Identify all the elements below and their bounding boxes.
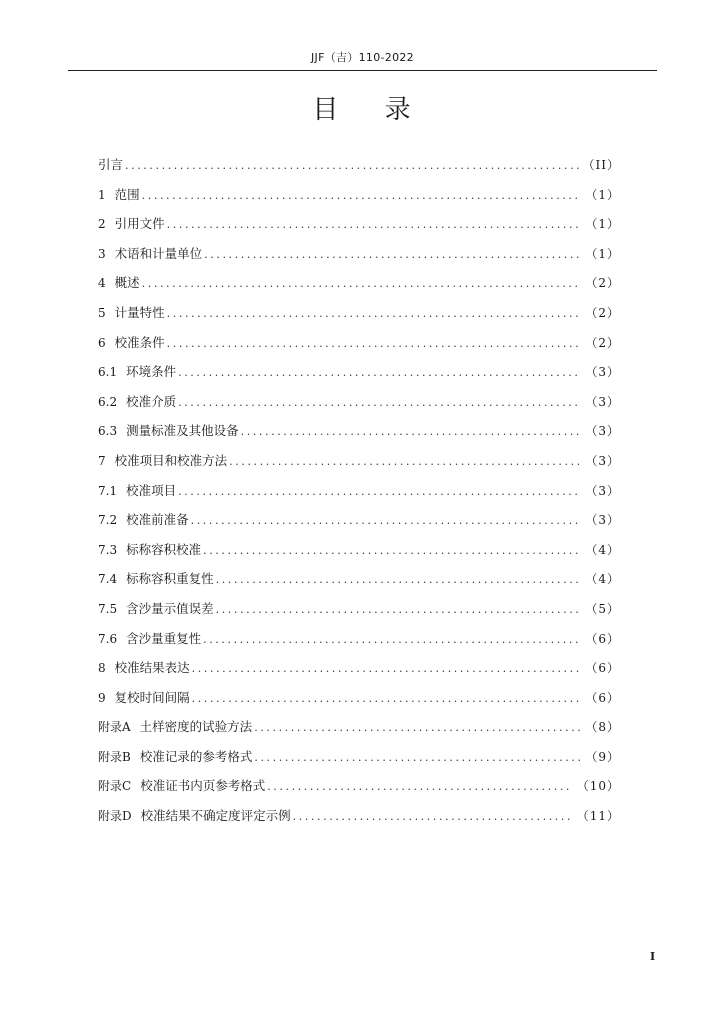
toc-entry — [98, 416, 620, 446]
toc-leader-dots — [191, 506, 582, 536]
toc-entry — [98, 150, 620, 180]
toc-entry — [98, 742, 620, 772]
toc-entry-number: 6.1 — [98, 365, 118, 380]
toc-entry-page: （3） — [585, 365, 620, 380]
toc-entry — [98, 268, 620, 298]
toc-entry-page: （3） — [585, 513, 620, 528]
toc-entry-number: 7.6 — [98, 631, 118, 646]
toc-entry — [98, 328, 620, 358]
toc-entry-page: （5） — [585, 601, 620, 616]
toc-entry-page: （2） — [585, 335, 620, 350]
toc-entry-label: 复校时间间隔 — [114, 689, 190, 705]
page-header — [68, 50, 657, 71]
toc-entry-label: 校准结果表达 — [114, 660, 190, 676]
toc-entry-label: 标称容积重复性 — [126, 571, 214, 587]
toc-entry-label: 引用文件 — [114, 216, 165, 232]
toc-entry — [98, 624, 620, 654]
toc-entry-number: 2 — [98, 217, 106, 232]
toc-entry — [98, 357, 620, 387]
toc-entry-number: 6.3 — [98, 424, 118, 439]
toc-entry-label: 校准条件 — [114, 334, 165, 350]
toc-entry-page: （2） — [585, 276, 620, 291]
toc-entry-number: 附录B — [98, 749, 131, 764]
toc-entry-number: 5 — [98, 305, 106, 320]
toc-entry-label: 含沙量重复性 — [126, 630, 202, 646]
toc-entry-page: （II） — [582, 158, 620, 172]
toc-leader-dots — [167, 210, 582, 240]
toc-leader-dots — [192, 654, 582, 684]
toc-leader-dots — [203, 536, 581, 566]
toc-entry — [98, 564, 620, 594]
toc-leader-dots — [178, 388, 581, 418]
toc-entry — [98, 801, 620, 831]
toc-leader-dots — [167, 329, 582, 359]
toc-entry-number: 附录D — [98, 809, 132, 824]
toc-entry-page: （6） — [585, 690, 620, 705]
toc-entry-number: 4 — [98, 276, 106, 291]
toc-leader-dots — [142, 181, 582, 211]
toc-entry-number: 7.4 — [98, 572, 118, 587]
toc-entry-page: （4） — [585, 572, 620, 587]
toc-entry-page: （4） — [585, 542, 620, 557]
toc-entry — [98, 387, 620, 417]
toc-entry — [98, 239, 620, 269]
toc-leader-dots — [192, 684, 582, 714]
toc-leader-dots — [254, 743, 581, 773]
toc-entry-label: 环境条件 — [126, 364, 177, 380]
toc-entry-page: （1） — [585, 187, 620, 202]
toc-entry — [98, 505, 620, 535]
toc-leader-dots — [178, 358, 581, 388]
toc-entry — [98, 535, 620, 565]
toc-entry-label: 校准证书内页参考格式 — [140, 778, 266, 794]
toc-entry-number: 附录C — [98, 779, 132, 794]
toc-entry — [98, 446, 620, 476]
toc-leader-dots — [241, 417, 582, 447]
toc-entry-number: 9 — [98, 690, 106, 705]
toc-entry-page: （3） — [585, 394, 620, 409]
toc-entry-label: 校准结果不确定度评定示例 — [140, 808, 291, 824]
toc-entry — [98, 298, 620, 328]
toc-entry-page: （1） — [585, 217, 620, 232]
toc-entry — [98, 771, 620, 801]
toc-entry-number: 7.3 — [98, 542, 118, 557]
toc-leader-dots — [204, 240, 581, 270]
toc-leader-dots — [216, 595, 582, 625]
toc-leader-dots — [178, 477, 581, 507]
toc-entry — [98, 712, 620, 742]
toc-entry-page: （3） — [585, 453, 620, 468]
toc-entry-label: 校准记录的参考格式 — [139, 748, 253, 764]
page-title: 目 录 — [312, 95, 412, 125]
toc-entry-page: （11） — [576, 809, 620, 824]
toc-entry-number: 7.2 — [98, 513, 118, 528]
toc-leader-dots — [125, 151, 579, 181]
toc-entry-label: 校准前准备 — [126, 512, 189, 528]
toc-entry — [98, 476, 620, 506]
table-of-contents — [98, 150, 620, 831]
document-code: JJF（吉）110-2022 — [311, 51, 414, 64]
toc-entry-label: 概述 — [114, 275, 140, 291]
toc-entry-number: 6 — [98, 335, 106, 350]
toc-entry — [98, 180, 620, 210]
toc-entry-page: （10） — [576, 779, 620, 794]
toc-entry-label: 引言 — [98, 157, 124, 172]
toc-entry-label: 校准介质 — [126, 393, 177, 409]
toc-entry — [98, 594, 620, 624]
toc-entry-label: 含沙量示值误差 — [126, 600, 214, 616]
toc-entry-page: （9） — [585, 749, 620, 764]
toc-leader-dots — [229, 447, 581, 477]
toc-entry-label: 术语和计量单位 — [114, 245, 203, 261]
toc-entry-number: 附录A — [98, 720, 131, 735]
toc-entry-label: 计量特性 — [114, 304, 165, 320]
toc-entry-label: 标称容积校准 — [126, 541, 202, 557]
toc-leader-dots — [293, 802, 573, 832]
toc-entry-page: （6） — [585, 631, 620, 646]
toc-entry-label: 校准项目 — [126, 482, 177, 498]
toc-entry-page: （3） — [585, 483, 620, 498]
toc-leader-dots — [267, 772, 573, 802]
toc-entry-number: 7 — [98, 453, 106, 468]
toc-leader-dots — [254, 713, 581, 743]
toc-entry — [98, 683, 620, 713]
toc-leader-dots — [142, 269, 582, 299]
toc-entry — [98, 653, 620, 683]
toc-entry-label: 校准项目和校准方法 — [114, 452, 228, 468]
toc-entry-number: 8 — [98, 661, 106, 676]
toc-leader-dots — [203, 625, 581, 655]
toc-entry-number: 7.1 — [98, 483, 118, 498]
toc-entry-page: （1） — [585, 246, 620, 261]
toc-entry-number: 7.5 — [98, 601, 118, 616]
page-number: I — [650, 950, 656, 963]
toc-entry-label: 范围 — [114, 186, 140, 202]
toc-entry-page: （3） — [585, 424, 620, 439]
toc-leader-dots — [167, 299, 582, 329]
toc-entry-number: 6.2 — [98, 394, 118, 409]
toc-entry-page: （2） — [585, 305, 620, 320]
toc-entry-label: 土样密度的试验方法 — [139, 719, 253, 735]
toc-entry-number: 3 — [98, 246, 106, 261]
toc-entry-page: （6） — [585, 661, 620, 676]
toc-entry-page: （8） — [585, 720, 620, 735]
toc-entry-number: 1 — [98, 187, 106, 202]
toc-entry — [98, 209, 620, 239]
toc-entry-label: 测量标准及其他设备 — [126, 423, 239, 439]
toc-leader-dots — [216, 565, 582, 595]
